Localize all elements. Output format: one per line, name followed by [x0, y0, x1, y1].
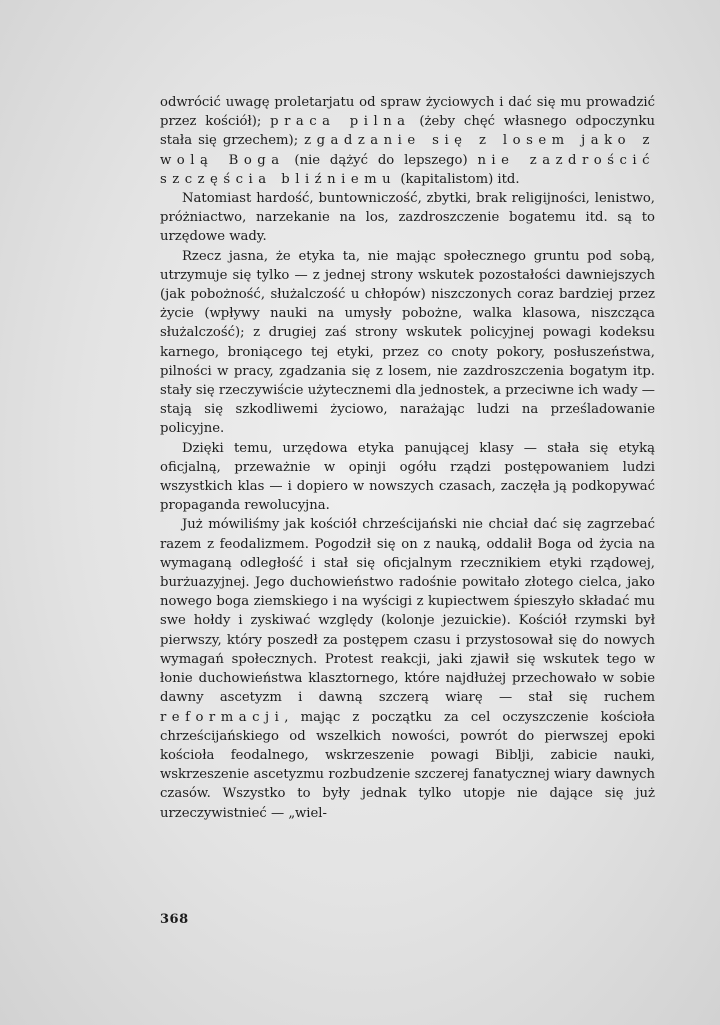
spaced-emphasis-text: zgadzanie się z losem jako z wolą Boga: [160, 133, 655, 168]
paragraph-text: Już mówiliśmy jak kościół chrześcijański nie chciał dać się zagrzebać razem z feodalizmem. Pogodził się on z nauką, oddalił Boga od życia na wymaganą odległość i stał się oficjalnym rzecznikiem etyki rządowej, burżuazyjnej. Jego duchowieństwo radośnie powitało złotego cielca, jako nowego boga ziemskiego i na wyścigi z kupiectwem śpieszyło składać mu swe hołdy i zyskiwać względy (kolonje jezuickie). Kościół rzymski był pierwszy, który poszedł za postępem czasu i przystosował się do nowych wymagań społecznych. Protest reakcji, jaki zjawił się wskutek tego w łonie duchowieństwa klasztornego, które najdłużej przechowało w sobie dawny ascetyzm i dawną szczerą wiarę — stał się ruchem: [160, 517, 655, 706]
paragraph-text: (żeby chęć własnego odpoczynku stała się grzechem);: [160, 114, 655, 149]
page-number: 368: [160, 912, 189, 927]
paragraph: [160, 189, 655, 247]
paragraph: [160, 439, 655, 516]
paragraph-text: Natomiast hardość, buntowniczość, zbytki, brak religijności, lenistwo, próżniactwo, narzekanie na los, zazdroszczenie bogatemu itd. są to urzędowe wady.: [160, 191, 655, 245]
paragraph-text: (nie dążyć do lepszego): [284, 152, 478, 168]
paragraph-text: Dzięki temu, urzędowa etyka panującej klasy — stała się etyką oficjalną, przeważnie w opinji ogółu rządzi postępowaniem ludzi wszystkich klas — i dopiero w nowszych czasach, zaczęła ją podkopywać propaganda rewolucyjna.: [160, 440, 655, 514]
spaced-emphasis-text: praca pilna: [270, 114, 411, 130]
paragraph-text: Rzecz jasna, że etyka ta, nie mając społecznego gruntu pod sobą, utrzymuje się tylko — z jednej strony wskutek pozostałości dawniejszych (jak pobożność, służalczość u chłopów) niszczonych coraz bardziej przez życie (wpływy nauki na umysły pobożne, walka klasowa, niszcząca służalczość); z drugiej zaś strony wskutek policyjnej powagi kodeksu karnego, broniącego tej etyki, przez co cnoty pokory, posłuszeństwa, pilności w pracy, zgadzania się z losem, nie zazdroszczenia bogatym itp. stały się rzeczywiście użytecznemi dla jednostek, a przeciwne ich wady — stają się szkodliwemi życiowo, narażając ludzi na prześladowanie policyjne.: [160, 248, 655, 437]
paragraph-text: odwrócić uwagę proletarjatu od spraw życiowych i dać się mu prowadzić przez kościół);: [160, 95, 655, 130]
paragraph-text: , mając z początku za cel oczyszczenie kościoła chrześcijańskiego od wszelkich nowości, powrót do pierwszej epoki kościoła feodalnego, wskrzeszenie powagi Biblji, zabicie nauki, wskrzeszenie ascetyzmu rozbudzenie szczerej fanatycznej wiary dawnych czasów. Wszystko to były jednak tylko utopje nie dające się już urzeczywistnieć — „wiel-: [160, 709, 655, 821]
spaced-emphasis-text: nie zazdrościć szczęścia bliźniemu: [160, 152, 655, 187]
spaced-emphasis-text: reformacji: [160, 709, 285, 725]
paragraph-text: (kapitalistom) itd.: [396, 171, 520, 187]
paragraph: [160, 93, 655, 189]
paragraph: [160, 247, 655, 439]
body-text: [160, 93, 655, 823]
paragraph: [160, 515, 655, 822]
